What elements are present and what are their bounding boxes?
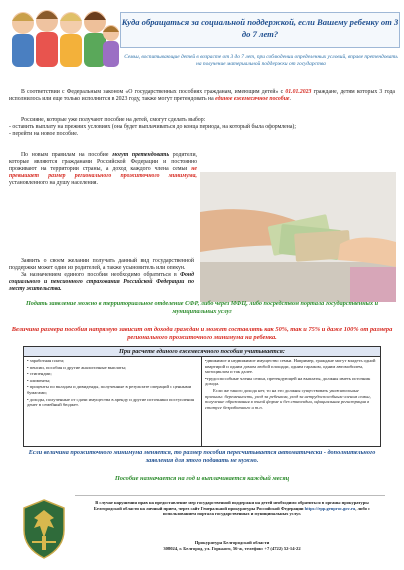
valid-reasons-item	[205, 388, 377, 410]
choice-option-keep: - оставить выплату на прежних условиях (она будет выплачиваться до конца периода, на который была оформлена);	[9, 124, 296, 131]
income-table	[23, 346, 381, 447]
eligibility-emphasis: могут претендовать	[112, 152, 170, 158]
income-column-right	[202, 357, 380, 446]
law-text: В соответствии с Федеральным законом «О государственных пособиях гражданам, имеющим детей» с	[21, 89, 286, 95]
page-title: Куда обращаться за социальной поддержкой, если Вашему ребенку от 3 до 7 лет?	[121, 17, 399, 39]
children-photo	[7, 3, 119, 67]
property-item: •движимое и недвижимое имущество семьи. Например, граждане могут владеть одной квартирой и одним домом любой площади, одним гаражом, одним автомобилем, мотоциклом и так далее.	[205, 358, 376, 375]
law-text-2: граждане, детям которых 3 года исполнилось или еще только исполнится в 2023 году, также могут претендовать на	[9, 89, 395, 103]
law-end: .	[289, 96, 291, 103]
apply-info: Подать заявление можно в территориальное отделение СФР, либо через МФЦ, либо посредством портала государственных и муниципальных услуг	[25, 300, 379, 315]
income-item: • пенсии, пособия и другие аналогичные выплаты;	[27, 364, 127, 370]
organization-name: Прокуратура Белгородской области	[194, 540, 270, 545]
law-date: 01.01.2023	[285, 89, 312, 95]
money-photo	[200, 172, 396, 302]
employment-item: •трудоспособные члены семьи, претендующей на выплаты, должны иметь источник дохода.	[205, 375, 371, 387]
income-item: • проценты по вкладам и дивиденды, полученные в результате операций с ценными бумагами;	[27, 384, 192, 395]
eligibility-end: установленного на душу населения.	[9, 180, 98, 187]
income-item: • заработная плата;	[27, 358, 65, 363]
footer-divider	[75, 495, 385, 496]
income-column-left	[24, 357, 202, 446]
choice-option-switch: - перейти на новое пособие.	[9, 131, 79, 138]
income-table-heading: При расчете единого ежемесячного пособия учитывается:	[24, 347, 380, 357]
subsistence-minimum-term: не превышает размер регионального прожиточного минимума,	[9, 166, 197, 180]
single-allowance-term: единое ежемесячное пособие	[215, 96, 290, 103]
page-subtitle: Семьи, воспитывающие детей в возрасте от 3 до 7 лет, при соблюдении определенных условий, вправе претендовать на получение материальной поддержки от государства	[124, 54, 398, 68]
amount-info: Величина размера пособия напрямую зависит от дохода граждан и может составлять как 50%, так и 75% и даже 100% от размера регионального прожиточного минимума на ребенка.	[11, 326, 393, 341]
fund-name: Фонд социального и пенсионного страхования Российской Федерации по месту жительства.	[9, 272, 194, 293]
reasons-term: уважительные причины	[205, 387, 359, 399]
footer-notice	[82, 500, 382, 517]
paragraph-applicant: Заявить о своем желании получать данный вид государственной поддержки может один из родителей, а также усыновитель или опекун.	[9, 258, 194, 272]
income-item: • стипендии;	[27, 371, 52, 377]
paragraph-fund	[9, 272, 194, 293]
recalculation-info: Если величина прожиточного минимума меняется, то размер пособия пересчитывается автоматически - дополнительного заявления для этого подавать не нужно.	[28, 449, 376, 464]
genproc-link[interactable]: https://epp.genproc.gov.ru	[304, 505, 356, 511]
footer-address	[82, 540, 382, 552]
choice-intro: Россияне, которые уже получают пособие на детей, смогут сделать выбор:	[21, 117, 206, 123]
income-item: • алименты;	[27, 377, 51, 383]
paragraph-law	[9, 89, 395, 103]
paragraph-choice	[9, 117, 395, 138]
fund-text: За назначением единого пособия необходимо обратиться в	[21, 272, 181, 278]
income-item: • доходы, полученные от сдачи имущества в аренду и другие источники поступления денег в семейный бюджет.	[27, 396, 194, 408]
yearly-payment-info: Пособие назначается на год и выплачивается каждый месяц	[114, 475, 290, 482]
paragraph-eligibility	[9, 152, 197, 187]
title-box	[120, 12, 400, 48]
footer-notice-text-2: , либо с использованием портала государственных и муниципальных услуг.	[162, 505, 371, 517]
eligibility-text: По новым правилам на пособие	[21, 152, 113, 158]
reasons-text: Если же такого дохода нет, то на это должны существовать	[213, 387, 330, 393]
prosecutor-emblem-icon	[20, 498, 68, 560]
reasons-list: : беременность, уход за ребенком, уход за нетрудоспособным членом семьи, получение образования в очной форме и без стипендии, официальная регистрация в статусе безработного и т.п.	[205, 393, 371, 410]
eligibility-text-2: родители, которые являются гражданами Российской Федерации и постоянно проживают на территории страны, а доход каждого члена семьи	[9, 152, 197, 173]
footer-notice-text: В случае нарушения прав на предоставление мер государственной поддержки на детей необходимо обратиться в органы прокуратуры Белгородской области на личный прием, через сайт Генеральной прокуратуры Российской Федерации	[93, 500, 369, 511]
organization-address: 308024, г. Белгород, ул. Горького, 56-ж, телефон: +7 (4722) 52-14-22	[163, 546, 301, 551]
